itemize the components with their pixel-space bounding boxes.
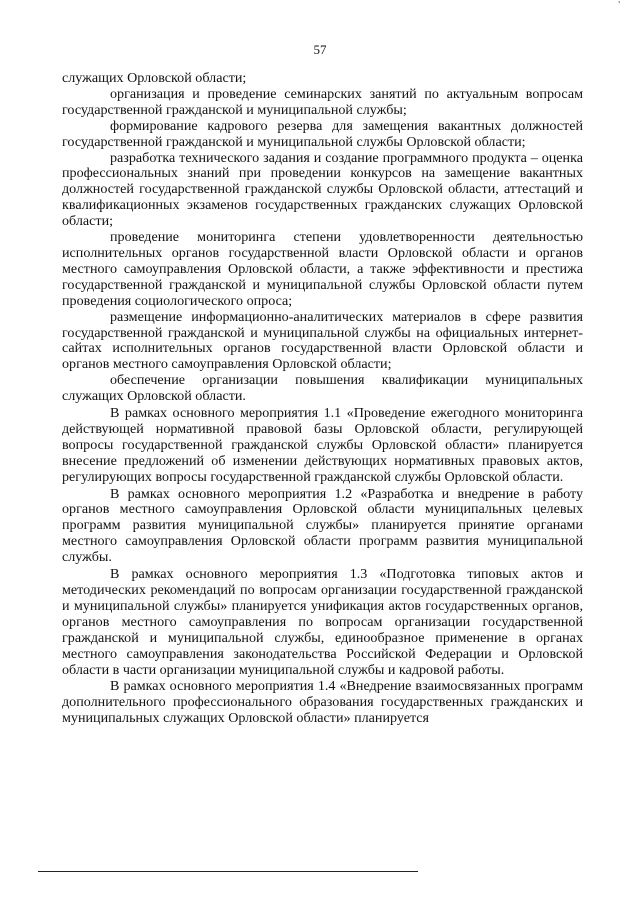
body-text xyxy=(62,71,583,727)
paragraph-continuation: служащих Орловской области; xyxy=(62,70,247,86)
paragraph-measure-1-4: В рамках основного мероприятия 1.4 «Внедрение взаимосвязанных программ дополнительного профессионального образования государственных гражданских и муниципальных служащих Орловской области» планируется xyxy=(62,678,583,727)
paragraph-list-item: формирование кадрового резерва для замещения вакантных должностей государственной гражданской и муниципальной службы Орловской области; xyxy=(62,117,583,150)
paragraph-list-item: организация и проведение семинарских занятий по актуальным вопросам государственной гражданской и муниципальной службы; xyxy=(62,85,583,118)
paragraph-list-item: проведение мониторинга степени удовлетворенности деятельностью исполнительных органов государственной власти Орловской области и органов местного самоуправления Орловской области, а также эффективности и престижа государственной гражданской и муниципальной службы Орловской области путем проведения социологического опроса; xyxy=(62,229,583,309)
corner-mark: ' xyxy=(618,0,620,11)
paragraph-measure-1-2: В рамках основного мероприятия 1.2 «Разработка и внедрение в работу органов местного самоуправления Орловской области муниципальных целевых программ развития муниципальной службы» планируется принятие органами местного самоуправления Орловской области программ развития муниципальной службы. xyxy=(62,485,583,566)
footer-rule xyxy=(38,871,418,872)
paragraph-list-item: обеспечение организации повышения квалификации муниципальных служащих Орловской области. xyxy=(62,372,583,405)
paragraph-list-item: размещение информационно-аналитических материалов в сфере развития государственной гражданской и муниципальной службы на официальных интернет-сайтах исполнительных органов государственной власти Орловской области и органов местного самоуправления Орловской области; xyxy=(62,308,583,373)
paragraph-measure-1-3: В рамках основного мероприятия 1.3 «Подготовка типовых актов и методических рекомендаций по вопросам организации государственной гражданской и муниципальной службы» планируется унификация актов государственных органов, органов местного самоуправления по вопросам организации государственной гражданской и муниципальной службы, единообразное применение в органах местного самоуправления законодательства Российской Федерации и Орловской области в части организации муниципальной службы и кадровой работы. xyxy=(62,566,583,678)
paragraph-measure-1-1: В рамках основного мероприятия 1.1 «Проведение ежегодного мониторинга действующей нормативной правовой базы Орловской области, регулирующей вопросы государственной гражданской службы Орловской области» планируется внесение предложений об изменении действующих нормативных правовых актов, регулирующих вопросы государственной гражданской службы Орловской области. xyxy=(62,405,583,485)
paragraph-list-item: разработка технического задания и создание программного продукта – оценка профессиональных знаний при проведении конкурсов на замещение вакантных должностей государственной гражданской службы Орловской области, аттестаций и квалификационных экзаменов государственных гражданских служащих Орловской области; xyxy=(62,149,583,230)
page-number: 57 xyxy=(313,42,327,57)
